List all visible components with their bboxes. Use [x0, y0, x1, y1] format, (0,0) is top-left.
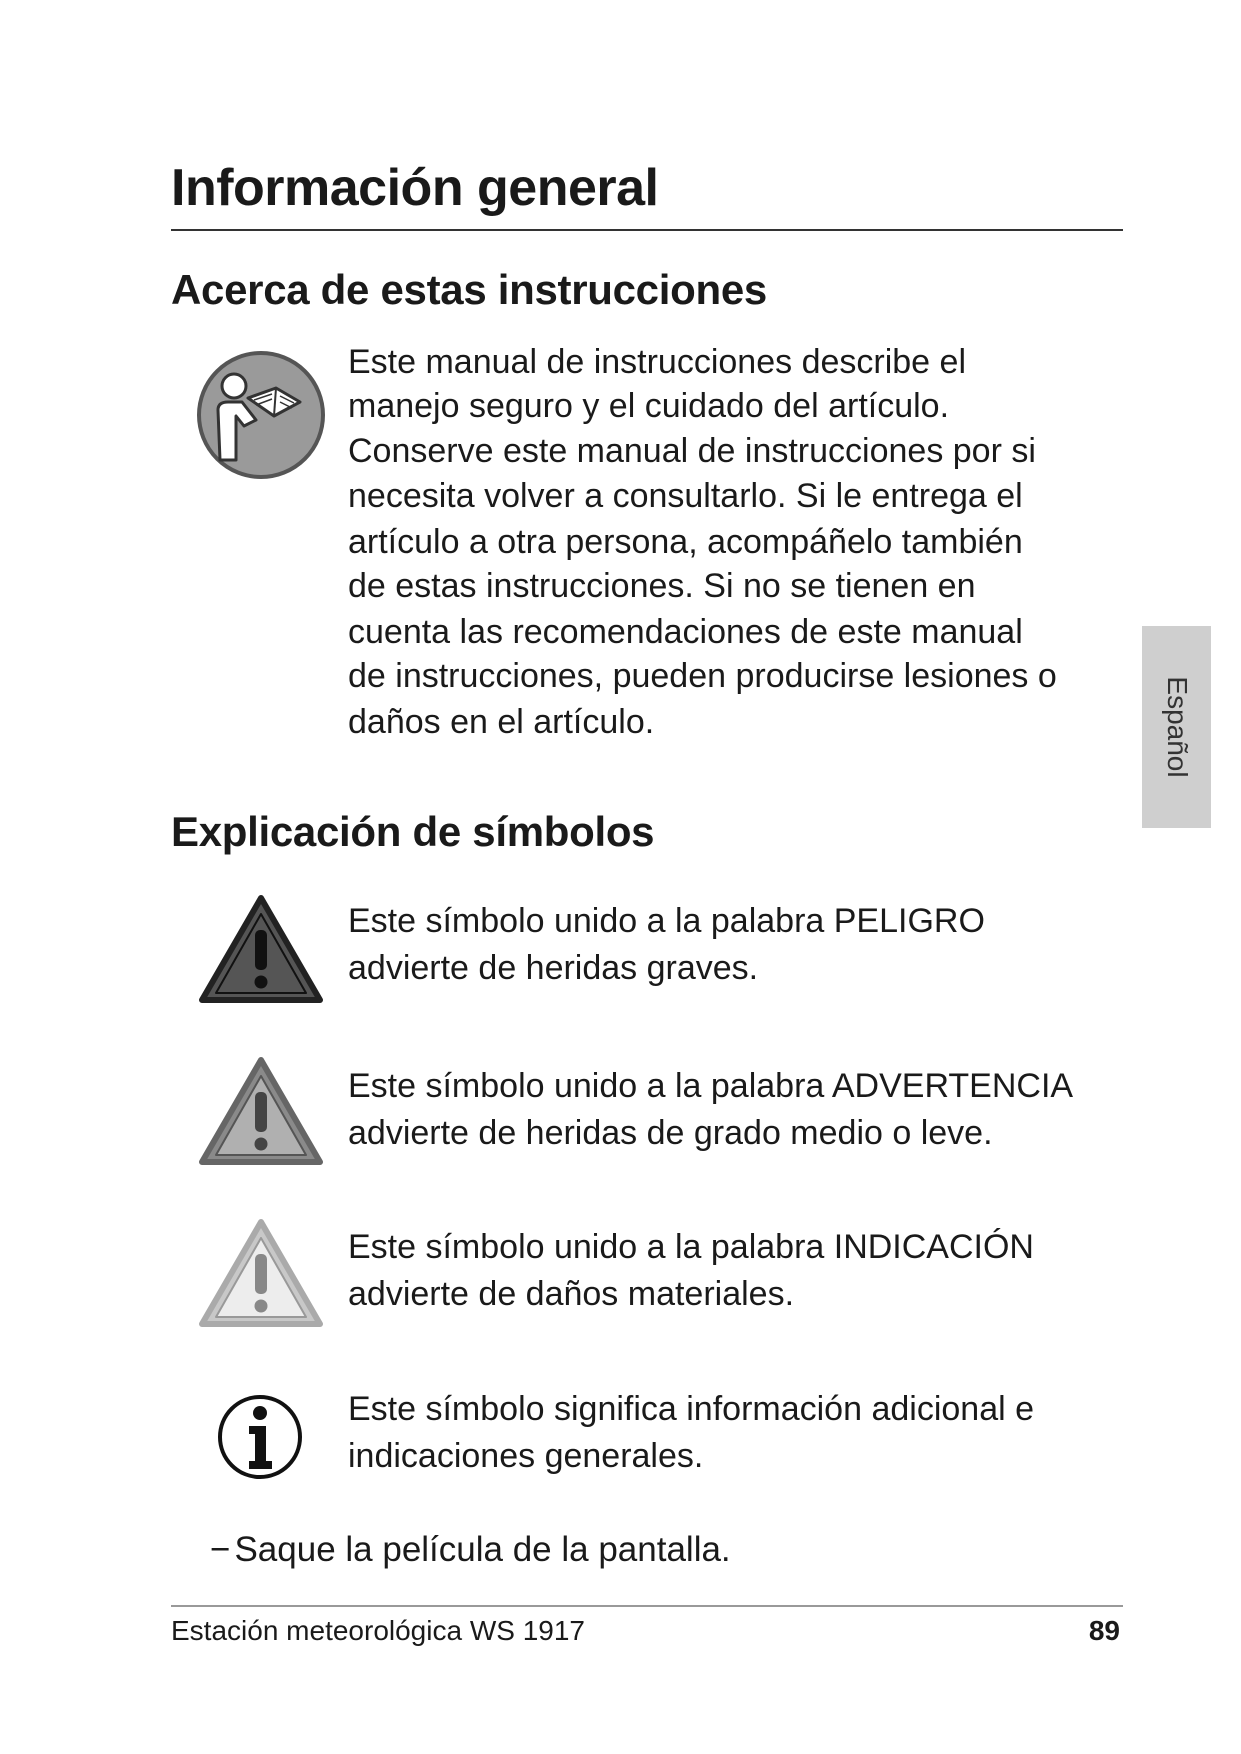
section-title-about: Acerca de estas instrucciones — [171, 266, 767, 313]
symbol-description-line: advierte de daños materiales. — [348, 1275, 795, 1313]
caution-icon — [198, 1218, 324, 1335]
read-manual-icon — [196, 350, 326, 485]
section-title-symbols: Explicación de símbolos — [171, 808, 655, 855]
warning-icon — [198, 1056, 324, 1173]
symbol-description-line: indicaciones generales. — [348, 1437, 704, 1475]
instruction-note — [210, 1530, 731, 1570]
symbol-description-line: advierte de heridas de grado medio o leve. — [348, 1114, 993, 1152]
symbol-description-line: Este símbolo unido a la palabra ADVERTENCIA — [348, 1067, 1074, 1105]
language-tab — [1142, 626, 1211, 828]
paragraph-line: Conserve este manual de instrucciones por si — [348, 432, 1036, 470]
paragraph-line: artículo a otra persona, acompáñelo también — [348, 523, 1023, 561]
page-number: 89 — [1088, 1615, 1120, 1646]
language-tab-label: Español — [1161, 676, 1193, 778]
page-heading: Información general — [171, 159, 659, 217]
paragraph-line: cuenta las recomendaciones de este manual — [348, 613, 1023, 651]
symbol-description-line: Este símbolo significa información adicional e — [348, 1390, 1035, 1428]
paragraph-line: manejo seguro y el cuidado del artículo. — [348, 387, 950, 425]
symbol-description-line: Este símbolo unido a la palabra PELIGRO — [348, 902, 985, 940]
symbol-description-line: Este símbolo unido a la palabra INDICACIÓN — [348, 1228, 1034, 1266]
danger-warning-icon — [198, 894, 324, 1011]
heading-divider — [171, 229, 1123, 231]
list-dash: − — [210, 1530, 231, 1569]
instruction-text: Saque la película de la pantalla. — [234, 1530, 731, 1569]
footer-product-title: Estación meteorológica WS 1917 — [171, 1615, 585, 1646]
symbol-description-line: advierte de heridas graves. — [348, 949, 759, 987]
paragraph-line: Este manual de instrucciones describe el — [348, 343, 966, 381]
paragraph-line: de instrucciones, pueden producirse lesiones o — [348, 657, 1057, 695]
paragraph-line: necesita volver a consultarlo. Si le entrega el — [348, 477, 1023, 515]
info-icon — [216, 1393, 304, 1486]
paragraph-line: daños en el artículo. — [348, 703, 655, 741]
footer-divider — [171, 1605, 1123, 1607]
paragraph-line: de estas instrucciones. Si no se tienen en — [348, 567, 976, 605]
